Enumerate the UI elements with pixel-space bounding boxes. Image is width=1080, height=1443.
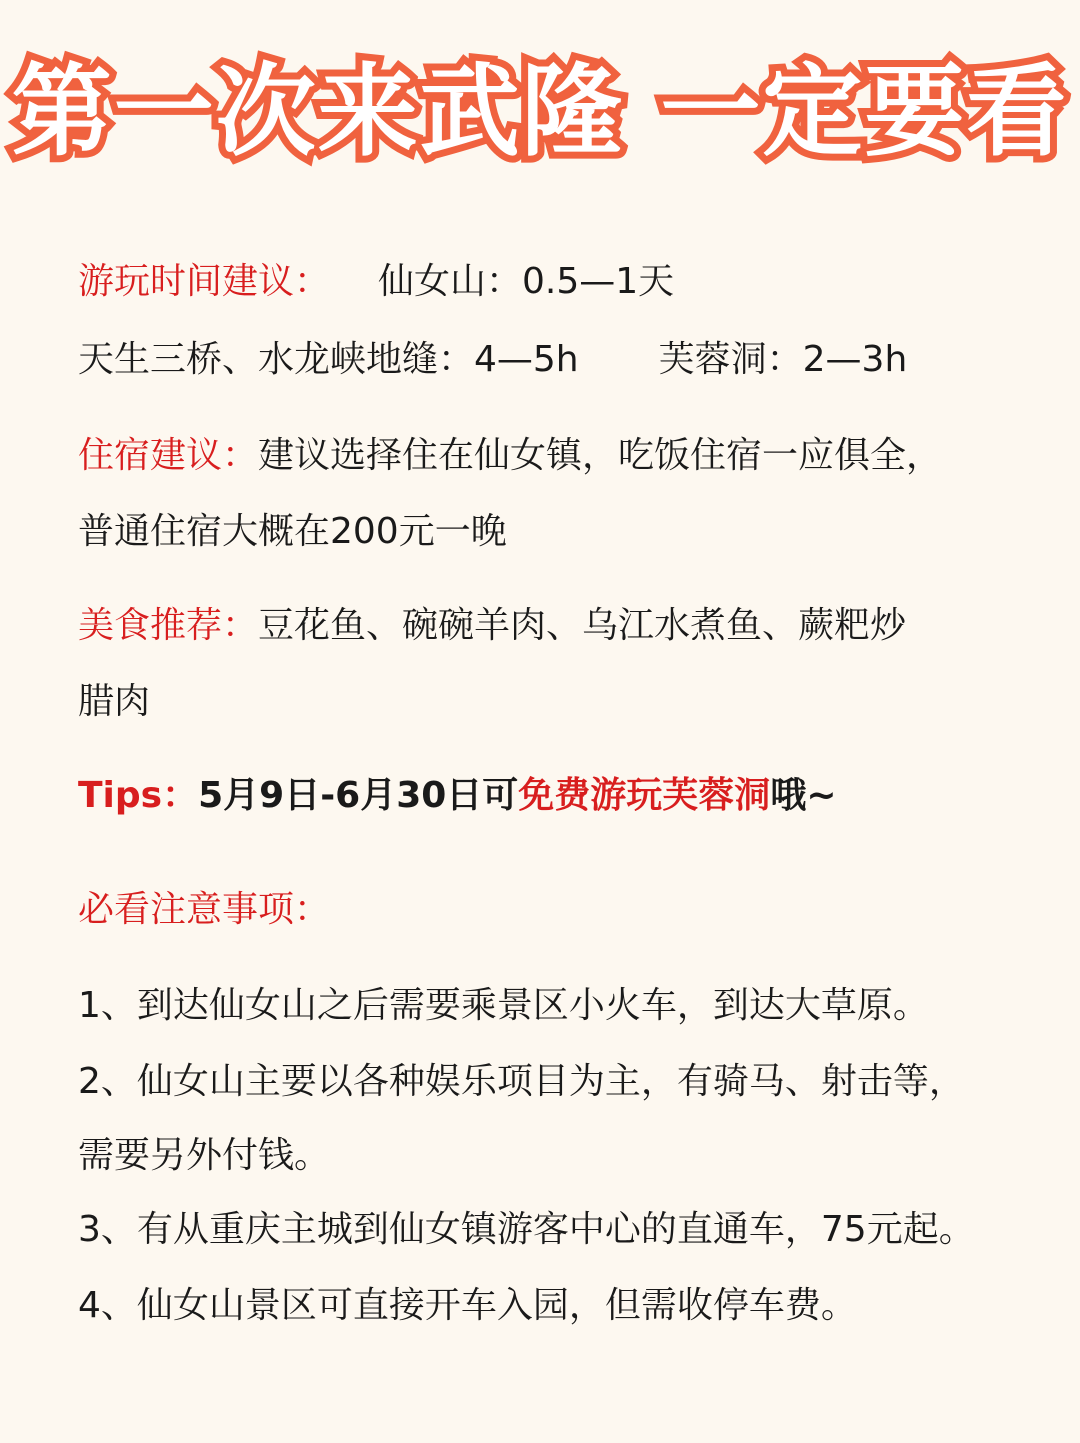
note-item-4: 4、仙女山景区可直接开车入园，但需收停车费。 (78, 1285, 857, 1326)
tips-suffix: 哦~ (770, 775, 837, 816)
notes-heading: 必看注意事项： (78, 889, 331, 930)
time-tiansheng: 天生三桥、水龙峡地缝：4—5h (78, 339, 579, 380)
food-text-2: 腊肉 (78, 681, 151, 722)
page-title: 第一次来武隆 一定要看 (11, 53, 1069, 170)
tips-label: Tips： (78, 775, 199, 816)
lodging-row-2 (78, 510, 507, 554)
tips-highlight: 免费游玩芙蓉洞 (518, 775, 771, 816)
food-row-1 (78, 604, 906, 648)
food-label: 美食推荐： (78, 605, 259, 646)
note-item-1: 1、到达仙女山之后需要乘景区小火车，到达大草原。 (78, 985, 929, 1026)
lodging-text-2: 普通住宿大概在200元一晚 (78, 511, 507, 552)
lodging-label: 住宿建议： (78, 435, 259, 476)
time-furong: 芙蓉洞：2—3h (658, 339, 908, 380)
time-label: 游玩时间建议： (78, 261, 331, 302)
time-row-1 (78, 260, 674, 304)
lodging-row-1 (78, 434, 942, 478)
note-item-2: 2、仙女山主要以各种娱乐项目为主，有骑马、射击等， (78, 1061, 965, 1102)
time-xiannvshan: 仙女山：0.5—1天 (378, 261, 675, 302)
food-row-2 (78, 680, 150, 724)
food-text-1: 豆花鱼、碗碗羊肉、乌江水煮鱼、蕨粑炒 (258, 605, 907, 646)
note-item-3: 3、有从重庆主城到仙女镇游客中心的直通车，75元起。 (78, 1209, 975, 1250)
tips-row (78, 774, 836, 818)
note-item-2-cont: 需要另外付钱。 (78, 1135, 331, 1176)
lodging-text-1: 建议选择住在仙女镇，吃饭住宿一应俱全， (258, 435, 943, 476)
tips-dates: 5月9日-6月30日可 (198, 775, 519, 816)
time-row-2 (78, 338, 907, 382)
